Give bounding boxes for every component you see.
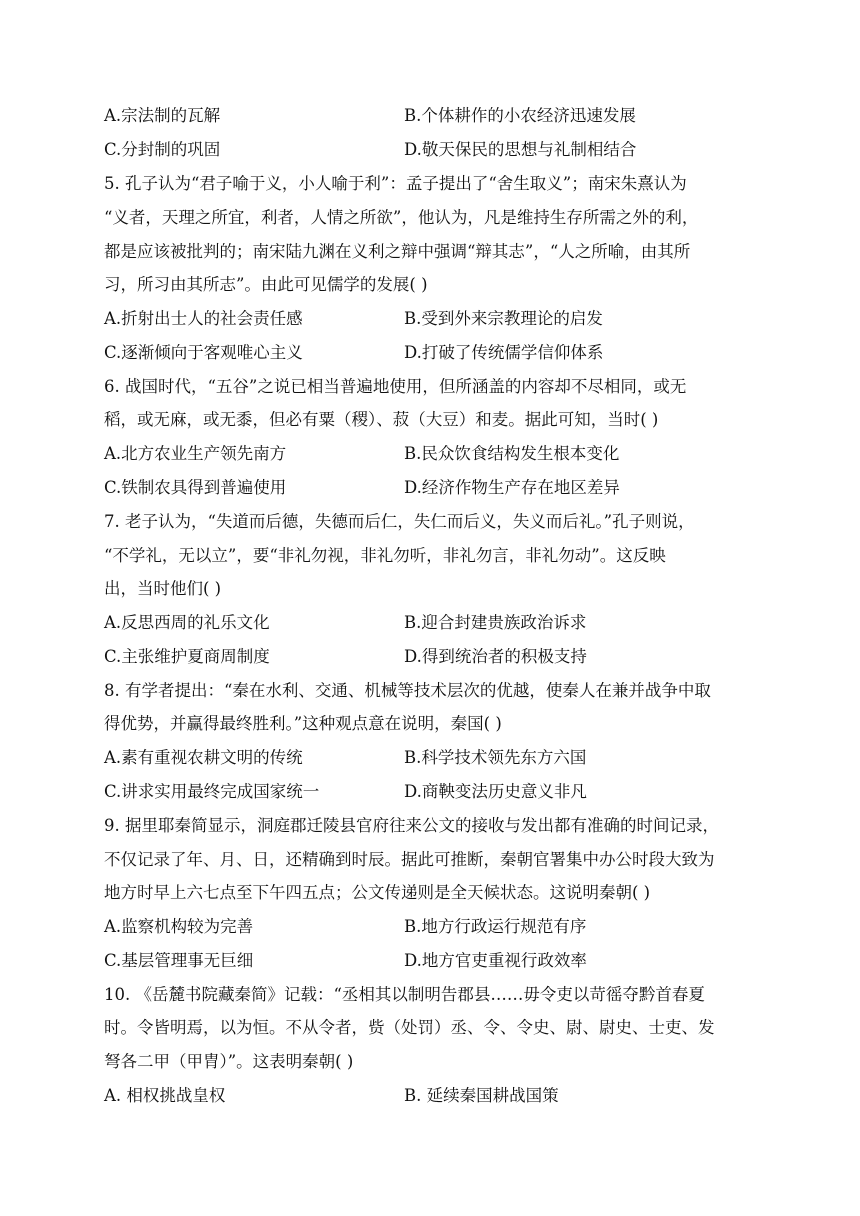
option-c[interactable]: C.铁制农具得到普遍使用 xyxy=(104,478,287,497)
question-stem-line: 9. 据里耶秦简显示，洞庭郡迁陵县官府往来公文的接收与发出都有准确的时间记录， xyxy=(104,816,719,835)
option-a[interactable]: A.北方农业生产领先南方 xyxy=(104,444,287,463)
question-stem-line: 弩各二甲（甲胄）”。这表明秦朝( ) xyxy=(104,1052,354,1071)
option-b[interactable]: B.个体耕作的小农经济迅速发展 xyxy=(404,106,636,125)
option-d[interactable]: D.商鞅变法历史意义非凡 xyxy=(404,782,587,801)
question-stem-line: 10. 《岳麓书院藏秦简》记载：“丞相其以制明告郡县……毋令吏以苛徭夺黔首春夏 xyxy=(104,985,705,1004)
option-b[interactable]: B.地方行政运行规范有序 xyxy=(404,917,587,936)
option-a[interactable]: A. 相权挑战皇权 xyxy=(104,1086,226,1105)
option-c[interactable]: C.分封制的巩固 xyxy=(104,140,221,159)
question-stem-line: 习，所习由其所志”。由此可见儒学的发展( ) xyxy=(104,275,428,294)
question-stem-line: “不学礼，无以立”，要“非礼勿视，非礼勿听，非礼勿言，非礼勿动”。这反映 xyxy=(104,546,666,565)
question-stem-line: 6. 战国时代，“五谷”之说已相当普遍地使用，但所涵盖的内容却不尽相同，或无 xyxy=(104,377,687,396)
question-stem-line: 得优势，并赢得最终胜利。”这种观点意在说明，秦国( ) xyxy=(104,714,502,733)
question-stem-line: 时。令皆明焉，以为恒。不从令者，赀（处罚）丞、令、令史、尉、尉史、士吏、发 xyxy=(104,1018,715,1037)
question-stem-line: 稻，或无麻，或无黍，但必有粟（稷）、菽（大豆）和麦。据此可知，当时( ) xyxy=(104,410,659,429)
option-a[interactable]: A.宗法制的瓦解 xyxy=(104,106,221,125)
option-c[interactable]: C.讲求实用最终完成国家统一 xyxy=(104,782,320,801)
option-a[interactable]: A.反思西周的礼乐文化 xyxy=(104,613,270,632)
option-c[interactable]: C.逐渐倾向于客观唯心主义 xyxy=(104,343,303,362)
question-stem-line: 7. 老子认为，“失道而后德，失德而后仁，失仁而后义，失义而后礼。”孔子则说， xyxy=(104,512,695,531)
option-d[interactable]: D.敬天保民的思想与礼制相结合 xyxy=(404,140,637,159)
option-c[interactable]: C.基层管理事无巨细 xyxy=(104,951,254,970)
option-b[interactable]: B.迎合封建贵族政治诉求 xyxy=(404,613,587,632)
question-stem-line: 8. 有学者提出：“秦在水利、交通、机械等技术层次的优越，使秦人在兼并战争中取 xyxy=(104,681,711,700)
option-c[interactable]: C.主张维护夏商周制度 xyxy=(104,647,270,666)
option-b[interactable]: B.受到外来宗教理论的启发 xyxy=(404,309,603,328)
question-stem-line: 地方时早上六七点至下午四五点；公文传递则是全天候状态。这说明秦朝( ) xyxy=(104,883,651,902)
option-d[interactable]: D.地方官吏重视行政效率 xyxy=(404,951,587,970)
option-b[interactable]: B.科学技术领先东方六国 xyxy=(404,748,587,767)
option-b[interactable]: B.民众饮食结构发生根本变化 xyxy=(404,444,620,463)
option-a[interactable]: A.素有重视农耕文明的传统 xyxy=(104,748,303,767)
question-stem-line: 出，当时他们( ) xyxy=(104,579,222,598)
option-a[interactable]: A.折射出士人的社会责任感 xyxy=(104,309,303,328)
option-d[interactable]: D.经济作物生产存在地区差异 xyxy=(404,478,620,497)
question-stem-line: 5. 孔子认为“君子喻于义，小人喻于利”：孟子提出了“舍生取义”；南宋朱熹认为 xyxy=(104,174,687,193)
option-a[interactable]: A.监察机构较为完善 xyxy=(104,917,254,936)
option-d[interactable]: D.得到统治者的积极支持 xyxy=(404,647,587,666)
question-stem-line: “义者，天理之所宜，利者，人情之所欲”，他认为，凡是维持生存所需之外的利， xyxy=(104,208,699,227)
option-b[interactable]: B. 延续秦国耕战国策 xyxy=(404,1086,559,1105)
question-stem-line: 都是应该被批判的；南宋陆九渊在义利之辩中强调“辩其志”，“人之所喻，由其所 xyxy=(104,242,691,261)
question-stem-line: 不仅记录了年、月、日，还精确到时辰。据此可推断，秦朝官署集中办公时段大致为 xyxy=(104,850,715,869)
option-d[interactable]: D.打破了传统儒学信仰体系 xyxy=(404,343,604,362)
